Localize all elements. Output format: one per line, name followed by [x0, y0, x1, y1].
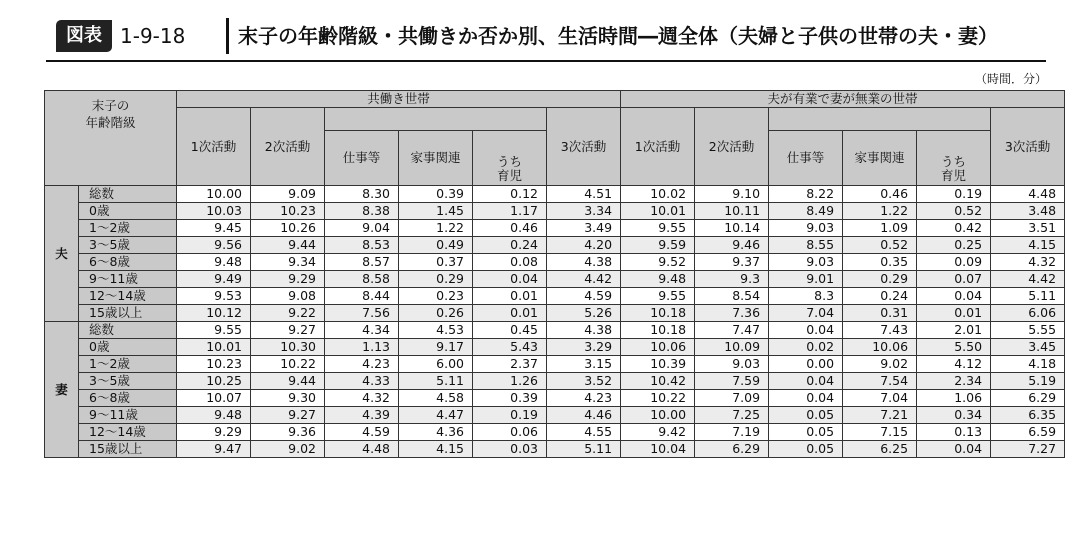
table-cell: 4.58 [399, 390, 473, 407]
table-cell: 0.05 [769, 424, 843, 441]
table-cell: 0.24 [473, 237, 547, 254]
table-cell: 9.29 [177, 424, 251, 441]
table-row [45, 288, 1065, 305]
table-cell: 0.49 [399, 237, 473, 254]
table-row [45, 339, 1065, 356]
table-cell: 4.55 [547, 424, 621, 441]
table-cell: 0.04 [769, 373, 843, 390]
table-cell: 9.53 [177, 288, 251, 305]
table-cell: 9.02 [843, 356, 917, 373]
table-cell: 4.32 [325, 390, 399, 407]
age-class-label: 9～11歳 [79, 271, 177, 288]
table-cell: 9.48 [621, 271, 695, 288]
table-cell: 10.18 [621, 305, 695, 322]
table-cell: 1.17 [473, 203, 547, 220]
table-cell: 4.53 [399, 322, 473, 339]
table-cell: 9.56 [177, 237, 251, 254]
table-cell: 9.03 [769, 254, 843, 271]
table-row [45, 356, 1065, 373]
table-cell: 10.12 [177, 305, 251, 322]
col-spacer [325, 108, 547, 131]
table-cell: 3.48 [991, 203, 1065, 220]
table-cell: 1.09 [843, 220, 917, 237]
table-cell: 4.12 [917, 356, 991, 373]
table-cell: 8.49 [769, 203, 843, 220]
table-cell: 0.04 [917, 288, 991, 305]
age-class-label: 9～11歳 [79, 407, 177, 424]
table-cell: 10.01 [621, 203, 695, 220]
table-body [45, 186, 1065, 458]
table-cell: 4.34 [325, 322, 399, 339]
table-cell: 2.01 [917, 322, 991, 339]
table-cell: 10.04 [621, 441, 695, 458]
table-cell: 0.24 [843, 288, 917, 305]
table-cell: 7.19 [695, 424, 769, 441]
age-class-label: 総数 [79, 322, 177, 339]
col-secondary: 2次活動 [695, 108, 769, 186]
table-cell: 0.29 [843, 271, 917, 288]
figure-header [46, 16, 1046, 56]
table-cell: 7.09 [695, 390, 769, 407]
table-cell: 0.05 [769, 441, 843, 458]
table-cell: 1.06 [917, 390, 991, 407]
table-cell: 9.29 [251, 271, 325, 288]
table-cell: 7.25 [695, 407, 769, 424]
table-cell: 0.45 [473, 322, 547, 339]
age-class-label: 15歳以上 [79, 305, 177, 322]
table-cell: 4.23 [547, 390, 621, 407]
table-row [45, 441, 1065, 458]
table-cell: 5.50 [917, 339, 991, 356]
table-row [45, 203, 1065, 220]
table-cell: 4.59 [325, 424, 399, 441]
col-housework: 家事関連 [843, 131, 917, 186]
age-class-label: 0歳 [79, 203, 177, 220]
table-cell: 7.15 [843, 424, 917, 441]
col-housework: 家事関連 [399, 131, 473, 186]
table-cell: 7.21 [843, 407, 917, 424]
table-cell: 10.14 [695, 220, 769, 237]
group-header-single-income: 夫が有業で妻が無業の世帯 [621, 91, 1065, 108]
age-class-header: 末子の 年齢階級 [45, 91, 177, 186]
table-cell: 8.57 [325, 254, 399, 271]
table-cell: 10.00 [621, 407, 695, 424]
time-use-table [44, 90, 1065, 458]
table-cell: 10.22 [251, 356, 325, 373]
table-cell: 2.34 [917, 373, 991, 390]
table-cell: 10.06 [621, 339, 695, 356]
table-cell: 5.11 [547, 441, 621, 458]
table-cell: 4.42 [547, 271, 621, 288]
table-cell: 1.45 [399, 203, 473, 220]
age-class-label: 15歳以上 [79, 441, 177, 458]
table-cell: 10.01 [177, 339, 251, 356]
table-cell: 7.36 [695, 305, 769, 322]
table-cell: 0.02 [769, 339, 843, 356]
table-cell: 5.55 [991, 322, 1065, 339]
table-cell: 4.33 [325, 373, 399, 390]
table-cell: 9.49 [177, 271, 251, 288]
table-cell: 5.43 [473, 339, 547, 356]
table-cell: 1.22 [399, 220, 473, 237]
table-cell: 9.48 [177, 254, 251, 271]
table-cell: 10.30 [251, 339, 325, 356]
col-spacer [769, 108, 991, 131]
table-cell: 0.26 [399, 305, 473, 322]
table-cell: 0.52 [917, 203, 991, 220]
age-class-label: 3～5歳 [79, 373, 177, 390]
table-cell: 10.22 [621, 390, 695, 407]
table-cell: 1.26 [473, 373, 547, 390]
table-cell: 3.52 [547, 373, 621, 390]
table-cell: 10.11 [695, 203, 769, 220]
table-row [45, 271, 1065, 288]
col-childcare: うち 育児 [917, 153, 991, 186]
table-cell: 0.13 [917, 424, 991, 441]
table-cell: 0.07 [917, 271, 991, 288]
table-cell: 9.59 [621, 237, 695, 254]
table-cell: 9.44 [251, 237, 325, 254]
table-cell: 9.36 [251, 424, 325, 441]
table-cell: 3.45 [991, 339, 1065, 356]
table-cell: 4.51 [547, 186, 621, 203]
table-cell: 7.59 [695, 373, 769, 390]
table-cell: 8.38 [325, 203, 399, 220]
table-cell: 0.12 [473, 186, 547, 203]
table-cell: 3.51 [991, 220, 1065, 237]
table-cell: 4.48 [991, 186, 1065, 203]
table-cell: 9.34 [251, 254, 325, 271]
table-cell: 10.39 [621, 356, 695, 373]
table-cell: 4.15 [991, 237, 1065, 254]
table-cell: 10.03 [177, 203, 251, 220]
table-cell: 9.46 [695, 237, 769, 254]
table-cell: 7.54 [843, 373, 917, 390]
table-cell: 6.25 [843, 441, 917, 458]
table-cell: 6.00 [399, 356, 473, 373]
table-cell: 0.01 [917, 305, 991, 322]
table-cell: 4.39 [325, 407, 399, 424]
table-cell: 0.04 [917, 441, 991, 458]
table-cell: 4.32 [991, 254, 1065, 271]
age-class-label: 12～14歳 [79, 424, 177, 441]
table-cell: 10.09 [695, 339, 769, 356]
table-cell: 9.02 [251, 441, 325, 458]
table-cell: 4.20 [547, 237, 621, 254]
col-secondary: 2次活動 [251, 108, 325, 186]
table-cell: 5.11 [991, 288, 1065, 305]
unit-label: （時間．分） [974, 72, 1047, 86]
table-cell: 8.53 [325, 237, 399, 254]
table-cell: 3.15 [547, 356, 621, 373]
col-tertiary: 3次活動 [547, 108, 621, 186]
table-cell: 4.18 [991, 356, 1065, 373]
table-cell: 9.55 [621, 220, 695, 237]
table-cell: 0.04 [769, 322, 843, 339]
table-cell: 0.01 [473, 305, 547, 322]
group-label: 夫 [45, 186, 79, 322]
age-class-label: 0歳 [79, 339, 177, 356]
table-cell: 0.01 [473, 288, 547, 305]
table-cell: 9.09 [251, 186, 325, 203]
table-cell: 9.03 [695, 356, 769, 373]
col-primary: 1次活動 [621, 108, 695, 186]
table-cell: 0.34 [917, 407, 991, 424]
table-row [45, 322, 1065, 339]
table-row [45, 254, 1065, 271]
age-class-label: 3～5歳 [79, 237, 177, 254]
table-cell: 9.45 [177, 220, 251, 237]
table-cell: 8.58 [325, 271, 399, 288]
table-cell: 4.47 [399, 407, 473, 424]
table-cell: 10.06 [843, 339, 917, 356]
table-row [45, 373, 1065, 390]
table-cell: 2.37 [473, 356, 547, 373]
table-cell: 4.42 [991, 271, 1065, 288]
table-row [45, 407, 1065, 424]
group-header-dual-income: 共働き世帯 [177, 91, 621, 108]
col-childcare: うち 育児 [473, 153, 547, 186]
table-cell: 9.08 [251, 288, 325, 305]
table-cell: 0.23 [399, 288, 473, 305]
table-cell: 7.47 [695, 322, 769, 339]
table-cell: 3.34 [547, 203, 621, 220]
table-cell: 9.10 [695, 186, 769, 203]
table-cell: 10.23 [251, 203, 325, 220]
table-cell: 9.27 [251, 407, 325, 424]
age-class-label: 総数 [79, 186, 177, 203]
table-row [45, 305, 1065, 322]
table-cell: 8.22 [769, 186, 843, 203]
table-cell: 0.46 [843, 186, 917, 203]
age-class-label: 6～8歳 [79, 390, 177, 407]
table-cell: 6.35 [991, 407, 1065, 424]
table-cell: 0.29 [399, 271, 473, 288]
table-cell: 1.22 [843, 203, 917, 220]
table-cell: 0.09 [917, 254, 991, 271]
table-cell: 0.19 [917, 186, 991, 203]
table-cell: 9.48 [177, 407, 251, 424]
table-cell: 9.44 [251, 373, 325, 390]
table-cell: 0.31 [843, 305, 917, 322]
table-cell: 0.08 [473, 254, 547, 271]
table-cell: 0.25 [917, 237, 991, 254]
table-cell: 10.07 [177, 390, 251, 407]
table-cell: 8.30 [325, 186, 399, 203]
table-cell: 9.3 [695, 271, 769, 288]
table-cell: 9.04 [325, 220, 399, 237]
table-cell: 5.26 [547, 305, 621, 322]
table-cell: 4.48 [325, 441, 399, 458]
title-divider [226, 18, 229, 54]
table-cell: 0.52 [843, 237, 917, 254]
table-cell: 8.54 [695, 288, 769, 305]
table-cell: 4.36 [399, 424, 473, 441]
age-class-label: 1～2歳 [79, 356, 177, 373]
table-cell: 6.06 [991, 305, 1065, 322]
col-spacer [917, 131, 991, 154]
table-cell: 9.55 [621, 288, 695, 305]
table-cell: 9.01 [769, 271, 843, 288]
table-cell: 1.13 [325, 339, 399, 356]
table-cell: 10.26 [251, 220, 325, 237]
age-class-label: 1～2歳 [79, 220, 177, 237]
header-rule [46, 60, 1046, 62]
table-cell: 0.03 [473, 441, 547, 458]
table-cell: 4.59 [547, 288, 621, 305]
table-cell: 10.23 [177, 356, 251, 373]
table-cell: 4.38 [547, 322, 621, 339]
table-cell: 9.37 [695, 254, 769, 271]
table-cell: 7.56 [325, 305, 399, 322]
group-label: 妻 [45, 322, 79, 458]
table-cell: 0.06 [473, 424, 547, 441]
table-cell: 9.47 [177, 441, 251, 458]
table-row [45, 186, 1065, 203]
table-cell: 6.29 [695, 441, 769, 458]
table-cell: 9.42 [621, 424, 695, 441]
table-cell: 10.02 [621, 186, 695, 203]
table-cell: 9.17 [399, 339, 473, 356]
table-cell: 4.38 [547, 254, 621, 271]
table-cell: 3.29 [547, 339, 621, 356]
table-cell: 0.04 [769, 390, 843, 407]
table-cell: 9.03 [769, 220, 843, 237]
col-tertiary: 3次活動 [991, 108, 1065, 186]
table-cell: 0.05 [769, 407, 843, 424]
table-cell: 0.35 [843, 254, 917, 271]
table-cell: 8.44 [325, 288, 399, 305]
table-cell: 9.27 [251, 322, 325, 339]
table-cell: 10.25 [177, 373, 251, 390]
col-work: 仕事等 [769, 131, 843, 186]
table-cell: 9.52 [621, 254, 695, 271]
table-row [45, 390, 1065, 407]
table-cell: 10.18 [621, 322, 695, 339]
age-class-label: 6～8歳 [79, 254, 177, 271]
table-cell: 4.23 [325, 356, 399, 373]
table-cell: 9.22 [251, 305, 325, 322]
table-cell: 3.49 [547, 220, 621, 237]
table-cell: 9.55 [177, 322, 251, 339]
table-row [45, 424, 1065, 441]
table-cell: 4.46 [547, 407, 621, 424]
table-cell: 0.04 [473, 271, 547, 288]
table-cell: 0.46 [473, 220, 547, 237]
figure-title: 末子の年齢階級・共働きか否か別、生活時間―週全体（夫婦と子供の世帯の夫・妻） [238, 24, 998, 48]
table-cell: 7.27 [991, 441, 1065, 458]
table-cell: 0.42 [917, 220, 991, 237]
table-cell: 9.30 [251, 390, 325, 407]
table-cell: 7.04 [843, 390, 917, 407]
col-work: 仕事等 [325, 131, 399, 186]
table-cell: 8.55 [769, 237, 843, 254]
table-cell: 8.3 [769, 288, 843, 305]
figure-badge: 図表 [56, 20, 112, 52]
col-spacer [473, 131, 547, 154]
table-cell: 10.42 [621, 373, 695, 390]
table-row [45, 220, 1065, 237]
table-cell: 0.19 [473, 407, 547, 424]
table-cell: 5.19 [991, 373, 1065, 390]
col-primary: 1次活動 [177, 108, 251, 186]
table-cell: 5.11 [399, 373, 473, 390]
table-cell: 10.00 [177, 186, 251, 203]
table-cell: 4.15 [399, 441, 473, 458]
table-cell: 6.29 [991, 390, 1065, 407]
table-cell: 0.00 [769, 356, 843, 373]
table-cell: 6.59 [991, 424, 1065, 441]
age-class-label: 12～14歳 [79, 288, 177, 305]
table-cell: 0.39 [399, 186, 473, 203]
table-cell: 0.39 [473, 390, 547, 407]
table-cell: 7.43 [843, 322, 917, 339]
table-cell: 0.37 [399, 254, 473, 271]
figure-number: 1-9-18 [120, 24, 186, 48]
table-cell: 7.04 [769, 305, 843, 322]
table-row [45, 237, 1065, 254]
